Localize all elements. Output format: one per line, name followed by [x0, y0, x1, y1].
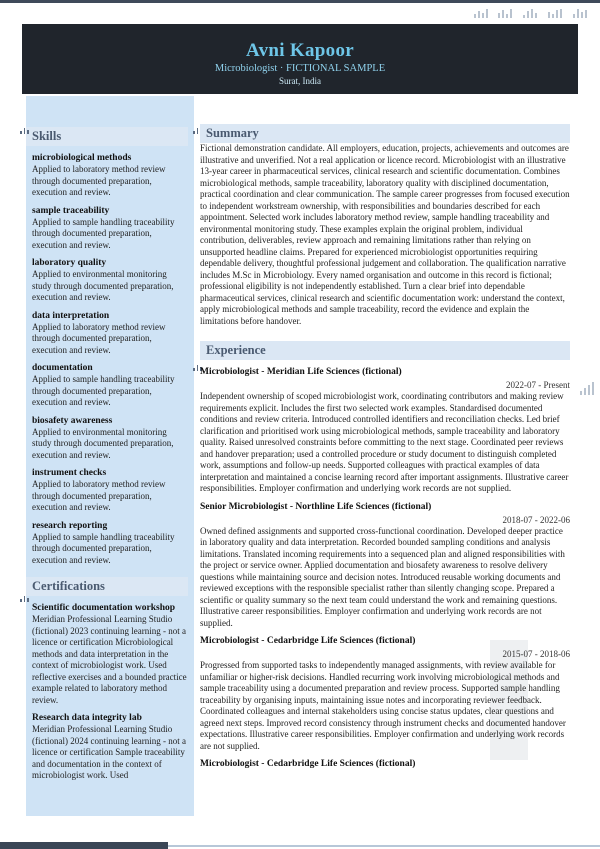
summary-heading-text: Summary	[206, 126, 259, 140]
skill-desc: Applied to environmental monitoring study through documented preparation, execution and review.	[32, 426, 174, 460]
certifications-heading-text: Certifications	[32, 579, 105, 593]
top-rule	[0, 0, 600, 3]
experience-item	[200, 758, 570, 770]
skill-desc: Applied to sample handling traceability through documented preparation, execution and review.	[32, 374, 175, 407]
skill-name: documentation	[32, 363, 93, 373]
skill-desc: Applied to sample handling traceability through documented preparation, execution and review.	[32, 216, 175, 250]
skill-desc: Applied to laboratory method review through documented preparation, execution and review.	[32, 479, 166, 512]
experience-desc: Progressed from supported tasks to independently managed assignments, with review available for unfamiliar or higher-risk decisions. Handled recurring work involving microbiological methods and sample traceability using a documented preparation and review process. Supported sample handling traceability by organising inputs, maintaining issue notes and incorporating reviewer feedback. Coordinated colleagues and internal stakeholders using concise status updates, clear questions and agreed next steps. Improved record consistency through instrument checks and documented handover expectations. Illustrative career responsibilities. Employer confirmation and underlying work records are not supplied.	[200, 660, 566, 751]
experience-dates: 2015-07 - 2018-06	[502, 649, 570, 659]
skill-name: biosafety awareness	[32, 415, 113, 426]
summary-text: Fictional demonstration candidate. All employers, education, projects, achievements and outcomes are illustrative and unverified. Not a real application or licence record. Microbiologist with an illustrative 13-year career in pharmaceutical services, clinical research and scientific documentation. Combines microbiological methods, sample traceability, laboratory quality with disciplined documentation, practical coordination and clear communication. The sample career progresses from focused execution to independent workstream ownership, with responsibilities and boundaries described for each appointment. Selected work includes laboratory method review, sample handling traceability and environmental monitoring study. These examples explain the original problem, individual contribution, deliverables, review approach and remaining limitations rather than relying on unsupported headline claims. Prepared for experienced microbiologist opportunities requiring dependable delivery, thoughtful professional judgement and collaboration. The qualification narrative includes M.Sc in Microbiology. Every named organisation and outcome in this record is fictional; professional eligibility is not independently established. Turn a clear brief into dependable pharmaceutical services, clinical research and scientific documentation work: understand the context, apply microbiological methods and sample traceability, record the evidence and explain the limitations before handover.	[200, 143, 570, 326]
skill-item	[32, 205, 188, 252]
chart-bars-icon	[548, 9, 562, 18]
experience-item	[200, 635, 570, 752]
skill-desc: Applied to laboratory method review through documented preparation, execution and review.	[32, 321, 166, 355]
skill-name: sample traceability	[32, 205, 110, 216]
skill-item	[32, 152, 188, 199]
experience-item	[200, 366, 570, 495]
cert-desc: Meridian Professional Learning Studio (fictional) 2023 continuing learning - not a licence or certification Microbiological methods and data interpretation in the context of microbiologist work. Used reflective exercises and a bounded practice example related to laboratory method review.	[32, 614, 187, 705]
experience-title: Senior Microbiologist - Northline Life Sciences (fictional)	[200, 501, 432, 512]
chart-bars-icon	[573, 9, 587, 18]
cert-item	[32, 602, 188, 706]
skills-heading-text: Skills	[32, 129, 62, 143]
skill-desc: Applied to laboratory method review through documented preparation, execution and review.	[32, 164, 166, 197]
experience-title: Microbiologist - Cedarbridge Life Sciences (fictional)	[200, 759, 416, 769]
bottom-rule	[0, 842, 168, 849]
skill-item	[32, 467, 188, 514]
chart-bars-icon	[580, 382, 594, 395]
sidebar	[26, 96, 194, 816]
experience-desc: Owned defined assignments and supported cross-functional coordination. Developed deeper practice in laboratory quality and data interpretation. Recorded bounded sampling conditions and analysis limitations. Translated incoming requirements into a sequenced plan and aligned responsibilities with the project or service owner. Applied documentation and biosafety awareness to resolve delivery questions while maintaining source and decision notes. Introduced reusable working documents and reviewed exceptions with the responsible specialist rather than silently changing scope. Prepared a scientific or quality summary so the next team could understand the work and remaining questions. Illustrative career responsibilities. Employer confirmation and underlying work records are not supplied.	[200, 525, 565, 628]
certifications-heading	[26, 577, 188, 596]
chart-bars-icon	[498, 9, 512, 18]
skill-item	[32, 520, 188, 567]
skill-desc: Applied to sample handling traceability through documented preparation, execution and review.	[32, 531, 175, 565]
candidate-name: Avni Kapoor	[246, 40, 354, 61]
skill-item	[32, 415, 188, 462]
chart-bars-icon	[474, 9, 488, 18]
skill-name: research reporting	[32, 520, 108, 531]
skills-heading	[26, 127, 188, 146]
experience-title: Microbiologist - Cedarbridge Life Sciences (fictional)	[200, 636, 416, 646]
summary-heading	[200, 124, 570, 143]
experience-desc: Independent ownership of scoped microbiologist work, coordinating contributors and making review requirements explicit. Includes the first two selected work examples. Standardised documented conditions and review criteria. Introduced controlled identifiers and reconciliation checks. Led brief clarification and prioritised work using microbiological methods, sample traceability and laboratory quality. Raised unresolved constraints before committing to the next stage. Coordinated peer reviews and handover preparation; used a controlled procedure or study document to distinguish completed work, assumptions and follow-up needs. Supported colleagues with practical examples of data interpretation and maintained a concise learning record after important assignments. Illustrative career responsibilities. Employer confirmation and underlying work records are not supplied.	[200, 391, 569, 493]
skill-desc: Applied to environmental monitoring study through documented preparation, execution and review.	[32, 269, 174, 302]
bars-icon	[20, 596, 29, 602]
experience-dates: 2018-07 - 2022-06	[502, 514, 570, 525]
cert-item	[32, 712, 188, 782]
skill-item	[32, 257, 188, 304]
skill-name: instrument checks	[32, 468, 107, 478]
experience-item	[200, 501, 570, 630]
bottom-rule-light	[168, 845, 600, 847]
chart-bars-icon	[523, 9, 537, 18]
experience-heading-text: Experience	[206, 343, 266, 357]
candidate-role: Microbiologist · FICTIONAL SAMPLE	[214, 63, 386, 74]
cert-name: Research data integrity lab	[32, 713, 142, 723]
cert-name: Scientific documentation workshop	[32, 603, 176, 613]
main-column	[200, 124, 570, 770]
skill-name: laboratory quality	[32, 258, 107, 268]
experience-title: Microbiologist - Meridian Life Sciences (fictional)	[200, 367, 402, 377]
bars-icon	[20, 128, 29, 134]
skill-name: microbiological methods	[32, 153, 132, 163]
skill-item	[32, 362, 188, 409]
experience-dates: 2022-07 - Present	[506, 380, 570, 390]
resume-header	[22, 24, 578, 94]
experience-heading	[200, 341, 570, 360]
skill-item	[32, 310, 188, 357]
candidate-location: Surat, India	[279, 76, 321, 86]
skill-name: data interpretation	[32, 310, 110, 321]
cert-desc: Meridian Professional Learning Studio (fictional) 2024 continuing learning - not a licence or certification Sample traceability and documentation in the context of microbiologist work. Used	[32, 724, 186, 780]
